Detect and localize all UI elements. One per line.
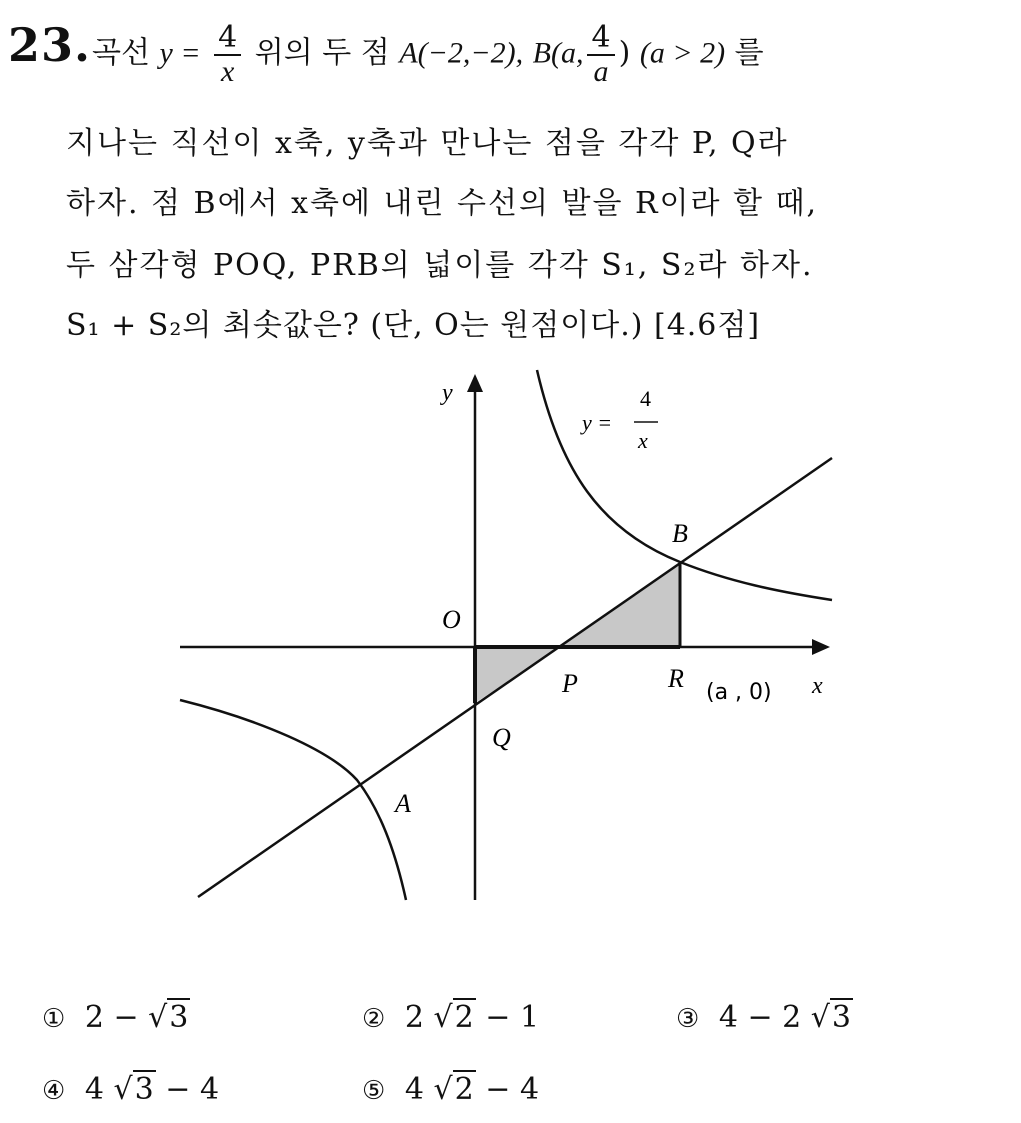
point-b-suffix: )	[618, 35, 631, 71]
choice-text-pre: 4 − 2	[718, 1000, 802, 1035]
sqrt-icon: √3	[148, 1000, 189, 1035]
choice-marker-3: ③	[676, 1004, 700, 1034]
radicand: 3	[831, 1000, 852, 1035]
sqrt-icon: √3	[810, 1000, 852, 1035]
graph-figure	[0, 360, 1021, 920]
hyperbola-right-branch	[537, 370, 832, 600]
label-b: B	[672, 519, 688, 548]
fraction-denominator: a	[593, 54, 609, 88]
curve-label-lhs: y =	[582, 410, 613, 435]
point-a-coordinates: A(−2,−2),	[399, 36, 524, 70]
handwritten-note: (a , 0)	[706, 680, 772, 705]
hyperbola-left-branch	[180, 700, 406, 900]
radicand: 2	[454, 1072, 474, 1107]
problem-line-2: 지나는 직선이 x축, y축과 만나는 점을 각각 P, Q라	[66, 126, 789, 161]
fraction-denominator: x	[221, 54, 235, 88]
choice-1[interactable]	[42, 1000, 190, 1035]
label-q: Q	[492, 723, 511, 752]
y-axis-arrow-icon	[467, 374, 483, 392]
point-b-prefix: B(a,	[532, 36, 584, 70]
choice-text-pre: 2 −	[84, 1000, 139, 1035]
radicand: 3	[169, 1000, 189, 1035]
sqrt-icon: √3	[113, 1072, 154, 1107]
curve-label-numerator: 4	[640, 386, 651, 411]
fraction-numerator: 4	[214, 22, 241, 56]
radicand: 3	[134, 1072, 154, 1107]
choice-2[interactable]	[362, 1000, 539, 1035]
label-o: O	[442, 605, 461, 634]
equation-lhs: y =	[159, 36, 201, 70]
fraction-4-over-a	[587, 22, 614, 87]
choice-text-pre: 4	[404, 1072, 424, 1107]
choice-text-pre: 4	[84, 1072, 104, 1107]
sqrt-icon: √2	[433, 1072, 474, 1107]
choice-5[interactable]	[362, 1072, 539, 1107]
label-r: R	[668, 664, 684, 693]
label-a: A	[395, 789, 411, 818]
fraction-4-over-x	[214, 22, 241, 87]
problem-line-1	[92, 22, 764, 87]
y-axis-label: y	[442, 380, 453, 406]
problem-line-5: S₁ + S₂의 최솟값은? (단, O는 원점이다.) [4.6점]	[66, 308, 761, 343]
curve-label-denominator: x	[638, 428, 648, 453]
choice-marker-1: ①	[42, 1004, 66, 1034]
choice-text-post: − 1	[485, 1000, 540, 1035]
problem-line-3: 하자. 점 B에서 x축에 내린 수선의 발을 R이라 할 때,	[66, 186, 819, 221]
choice-text-post: − 4	[485, 1072, 540, 1107]
choice-text-post: − 4	[165, 1072, 220, 1107]
label-p: P	[562, 669, 578, 698]
choice-marker-2: ②	[362, 1004, 386, 1034]
problem-number: 23.	[8, 18, 92, 72]
line-ab	[198, 458, 832, 897]
problem-line-4: 두 삼각형 POQ, PRB의 넓이를 각각 S₁, S₂라 하자.	[66, 248, 814, 283]
radicand: 2	[454, 1000, 474, 1035]
choice-4[interactable]	[42, 1072, 219, 1107]
text-two-points: 위의 두 점	[254, 35, 390, 71]
fraction-numerator: 4	[587, 22, 614, 56]
x-axis-arrow-icon	[812, 639, 830, 655]
condition-a-gt-2: (a > 2)	[639, 36, 726, 70]
text-particle: 를	[734, 35, 764, 71]
x-axis-label: x	[812, 673, 823, 699]
choice-text-pre: 2	[404, 1000, 424, 1035]
sqrt-icon: √2	[433, 1000, 474, 1035]
text-curve: 곡선	[92, 35, 150, 71]
choice-marker-4: ④	[42, 1076, 66, 1106]
choice-marker-5: ⑤	[362, 1076, 386, 1106]
choice-3[interactable]	[676, 1000, 853, 1035]
